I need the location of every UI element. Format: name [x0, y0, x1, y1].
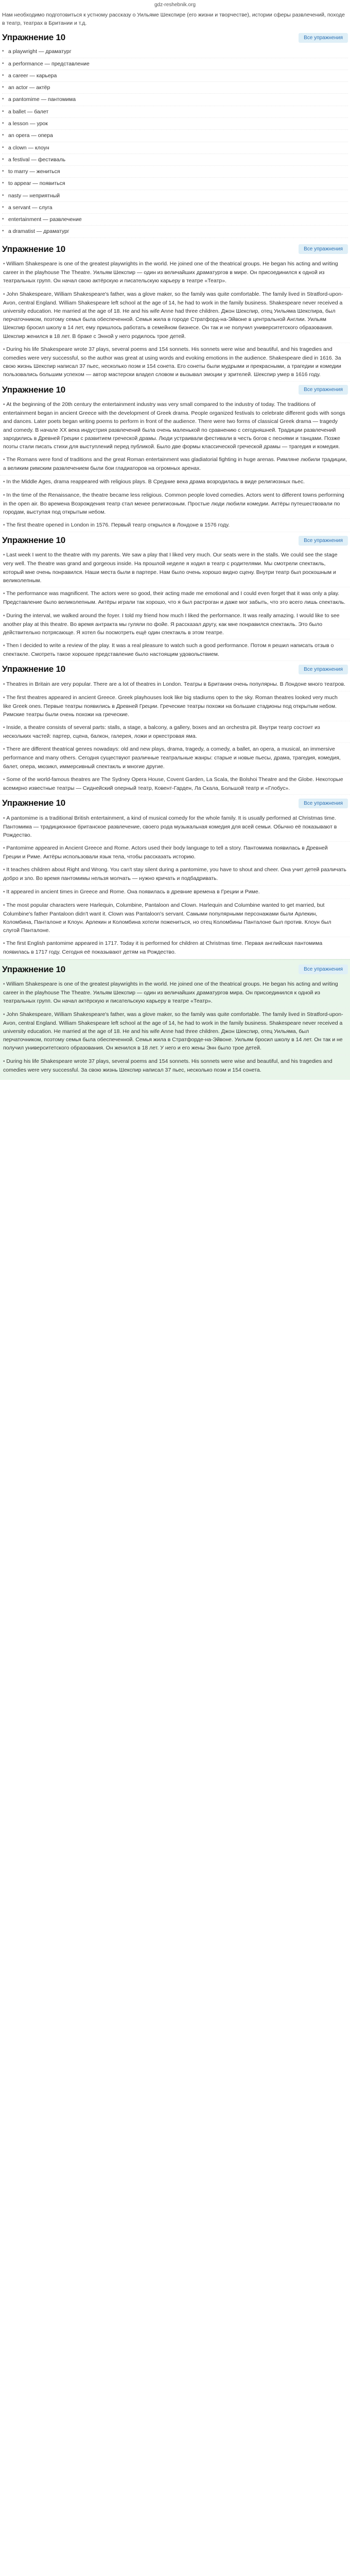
bullet-icon: • — [2, 48, 4, 55]
vocabulary-pair: an opera — опера — [8, 132, 53, 139]
bullet-icon: • — [2, 96, 4, 103]
bullet-icon: • — [3, 1058, 7, 1064]
paragraph — [0, 863, 350, 885]
paragraph — [0, 678, 350, 691]
all-exercises-button[interactable]: Все упражнения — [299, 33, 348, 43]
vocabulary-pair: a festival — фестиваль — [8, 156, 66, 163]
paragraph — [0, 937, 350, 959]
vocabulary-pair: nasty — неприятный — [8, 192, 60, 199]
vocabulary-pair: to appear — появиться — [8, 180, 65, 187]
exercise-section — [0, 241, 350, 382]
bullet-icon: • — [3, 815, 7, 821]
vocabulary-pair: a lesson — урок — [8, 120, 48, 127]
paragraph-text: There are different theatrical genres nowadays: old and new plays, drama, tragedy, a comedy, a ballet, an opera, a musical, an immersive performance and many others. Сегодня существуют различные театральные жанры: старые и новые пьесы, драма, трагедия, комедия, балет, опера, мюзикл, иммерсивный спектакль и многие другие. — [3, 746, 341, 770]
paragraph — [0, 258, 350, 288]
paragraph — [0, 639, 350, 661]
paragraph — [0, 842, 350, 863]
bullet-icon: • — [3, 492, 7, 498]
bullet-icon: • — [2, 84, 4, 91]
paragraph — [0, 343, 350, 382]
exercise-title: Упражнение 10 — [2, 32, 66, 43]
exercise-title: Упражнение 10 — [2, 964, 66, 974]
bullet-icon: • — [3, 725, 7, 731]
exercise-title: Упражнение 10 — [2, 798, 66, 808]
bullet-icon: • — [2, 72, 4, 78]
list-item — [2, 130, 348, 142]
bullet-icon: • — [2, 60, 4, 66]
vocabulary-pair: a performance — представление — [8, 60, 90, 67]
bullet-icon: • — [3, 479, 7, 485]
bullet-icon: • — [3, 889, 7, 895]
exercise-header — [0, 661, 350, 677]
paragraph-text: In the time of the Renaissance, the theatre became less religious. Common people loved comedies. Actors went to different towns performing in the open air. Во времена Возрождения театр стал менее религиозным. Простые люди любили комедии. Актёры путешествовали по городам, выступая под открытым небом. — [3, 492, 344, 515]
bullet-icon: • — [3, 591, 7, 597]
all-exercises-button[interactable]: Все упражнения — [299, 799, 348, 808]
vocabulary-list — [0, 46, 350, 241]
paragraph — [0, 899, 350, 938]
vocabulary-pair: a clown — клоун — [8, 144, 49, 151]
all-exercises-button[interactable]: Все упражнения — [299, 244, 348, 254]
paragraph — [0, 978, 350, 1008]
exercise-section — [0, 532, 350, 661]
bullet-icon: • — [3, 261, 7, 267]
list-item — [2, 46, 348, 58]
bullet-icon: • — [3, 346, 7, 352]
list-item — [2, 118, 348, 130]
all-exercises-button[interactable]: Все упражнения — [299, 665, 348, 674]
list-item — [2, 82, 348, 94]
exercise-title: Упражнение 10 — [2, 384, 66, 395]
list-item — [2, 94, 348, 106]
list-item — [2, 226, 348, 238]
exercise-title: Упражнение 10 — [2, 244, 66, 254]
intro-text: Нам необходимо подготовиться к устному рассказу о Уильяме Шекспире (его жизни и творчестве), истории сферы развлечений, походе в театр, театрах в Британии и т.д. — [2, 11, 345, 26]
bullet-icon: • — [2, 192, 4, 198]
paragraph-text: A pantomime is a traditional British entertainment, a kind of musical comedy for the whole family. It is usually performed at Christmas time. Пантомима — традиционное британское развлечение, своего рода музыкальная комедия для всей семьи. Обычно её показывают в Рождество. — [3, 815, 337, 838]
list-item — [2, 190, 348, 202]
bullet-icon: • — [2, 156, 4, 162]
paragraph — [0, 476, 350, 489]
list-item — [2, 166, 348, 178]
paragraph-text: Theatres in Britain are very popular. There are a lot of theatres in London. Театры в Британии очень популярны. В Лондоне много театров. — [6, 681, 345, 687]
bullet-icon: • — [3, 681, 7, 687]
exercise-section — [0, 29, 350, 241]
bullet-icon: • — [3, 401, 7, 408]
list-item — [2, 70, 348, 82]
bullet-icon: • — [3, 291, 7, 297]
paragraph-text: Some of the world-famous theatres are The Sydney Opera House, Covent Garden, La Scala, the Bolshoi Theatre and the Globe. Некоторые всемирно известные театры — Сиднейский оперный театр, Ковент-Гарден, Ла Скала, Большой театр и «Глобус». — [3, 776, 343, 791]
paragraph-text: During his life Shakespeare wrote 37 plays, several poems and 154 sonnets. His sonnets were wise and beautiful, and his tragedies and comedies were very successful. За свою жизнь Шекспир написал 37 пьес, несколько поэм и 154 сонета. — [3, 1058, 332, 1073]
exercise-header — [0, 532, 350, 549]
bullet-icon: • — [3, 776, 7, 783]
bullet-icon: • — [2, 216, 4, 223]
paragraph — [0, 587, 350, 609]
content — [0, 29, 350, 1080]
bullet-icon: • — [3, 747, 7, 753]
vocabulary-pair: a playwright — драматург — [8, 48, 72, 55]
bullet-icon: • — [3, 643, 7, 649]
paragraph-text: It appeared in ancient times in Greece and Rome. Она появилась в древние времена в Греции и Риме. — [6, 888, 260, 895]
bullet-icon: • — [2, 228, 4, 234]
bullet-icon: • — [3, 981, 7, 988]
exercise-title: Упражнение 10 — [2, 664, 66, 674]
bullet-icon: • — [3, 1011, 7, 1018]
paragraph — [0, 288, 350, 343]
list-item — [2, 178, 348, 190]
vocabulary-pair: entertainment — развлечение — [8, 216, 82, 223]
exercise-header — [0, 795, 350, 811]
paragraph-text: John Shakespeare, William Shakespeare's father, was a glove maker, so the family was quite comfortable. The family lived in Stratford-upon-Avon, central England. William Shakespeare left school at the age of 14, he had to work in the family business. Shakespeare never received a university education. He married at the age of 18. He and his wife Anne had three children. Джон Шекспир, отец Уильяма Шекспира, был перчаточником, поэтому семья была обеспеченной. Семья жила в городе Стратфорд-на-Эйвоне в центральной Англии. Уильям Шекспир бросил школу в 14 лет, ему пришлось работать в семейном бизнесе. Он так и не получил университетского образования. Шекспир женился в 18 лет. В браке с Энной у него родилось трое детей. — [3, 291, 343, 340]
vocabulary-pair: a servant — слуга — [8, 204, 52, 211]
bullet-icon: • — [2, 108, 4, 114]
paragraph-text: During his life Shakespeare wrote 37 plays, several poems and 154 sonnets. His sonnets were wise and beautiful, and his tragedies and comedies were very successful, so the author was great at using words and evoking emotions in the audience. Shakespeare died in 1616. За свою жизнь Шекспир написал 37 пьес, несколько поэм и 154 сонета. Его сонеты были мудрыми и прекрасными, а трагедии и комедии пользовались большим успехом — автор мастерски владел словом и вызывал эмоции у зрителей. Шекспир умер в 1616 году. — [3, 346, 341, 378]
bullet-icon: • — [2, 168, 4, 175]
bullet-icon: • — [3, 613, 7, 619]
exercise-header — [0, 382, 350, 398]
exercise-header — [0, 29, 350, 46]
paragraph — [0, 691, 350, 722]
paragraph-text: The first theatres appeared in ancient Greece. Greek playhouses look like big stadiums open to the sky. Roman theatres looked very much like Greek ones. Первые театры появились в Древней Греции. Греческие театры похожи на большие стадионы под открытым небом. Римские театры были очень похожи на греческие. — [3, 694, 338, 718]
paragraph-text: John Shakespeare, William Shakespeare's father, was a glove maker, so the family was quite comfortable. The family lived in Stratford-upon-Avon, central England. William Shakespeare left school at the age of 14, he had to work in the family business. Shakespeare never received a university education. He married at the age of 18. He and his wife Anne had three children. Джон Шекспир, отец Уильяма, был перчаточником, поэтому семья была обеспеченной. Семья жила в Стратфорде-на-Эйвоне. Уильям бросил школу в 14 лет. Он так и не получил университетского образования. Он женился в 18 лет. У него и его жены Энн было трое детей. — [3, 1011, 343, 1052]
paragraph — [0, 519, 350, 532]
exercise-header — [0, 961, 350, 978]
all-exercises-button[interactable]: Все упражнения — [299, 964, 348, 974]
paragraph-text: During the interval, we walked around the foyer. I told my friend how much I liked the performance. It was really amazing. I would like to see another play at this theatre. Во время антракта мы гуляли по фойе. Я рассказал другу, как мне понравился спектакль. Это было действительно потрясающе. Я хотел бы посмотреть ещё один спектакль в этом театре. — [3, 612, 340, 636]
vocabulary-pair: a dramatist — драматург — [8, 228, 69, 235]
bullet-icon: • — [3, 552, 7, 558]
paragraph-text: William Shakespeare is one of the greatest playwrights in the world. He joined one of the theatrical groups. He began his acting and writing career in the playhouse The Theatre. Уильям Шекспир — один из величайших драматургов мира. Он присоединился к одной из театральных групп. Он начал актёрскую и писательскую карьеру в театре «Театр». — [3, 981, 338, 1005]
all-exercises-button[interactable]: Все упражнения — [299, 536, 348, 546]
paragraph — [0, 1055, 350, 1077]
bullet-icon: • — [2, 120, 4, 126]
paragraph-text: In the Middle Ages, drama reappeared with religious plays. В Средние века драма возродилась в виде религиозных пьес. — [6, 478, 305, 485]
bullet-icon: • — [3, 457, 7, 463]
all-exercises-button[interactable]: Все упражнения — [299, 385, 348, 395]
exercise-header — [0, 241, 350, 258]
exercise-section — [0, 382, 350, 532]
list-item — [2, 142, 348, 154]
paragraph — [0, 489, 350, 519]
list-item — [2, 106, 348, 118]
vocabulary-pair: a ballet — балет — [8, 108, 49, 115]
bullet-icon: • — [3, 867, 7, 873]
bullet-icon: • — [3, 941, 7, 947]
paragraph-text: The first theatre opened in London in 1576. Первый театр открылся в Лондоне в 1576 году. — [6, 522, 230, 529]
paragraph — [0, 743, 350, 773]
bullet-icon: • — [3, 694, 7, 701]
paragraph-text: Then I decided to write a review of the play. It was a real pleasure to watch such a good performance. Потом я решил написать отзыв о спектакле. Смотреть такое хорошее представление было настоящим удовольствием. — [3, 642, 334, 658]
list-item — [2, 214, 348, 226]
paragraph-text: It teaches children about Right and Wrong. You can't stay silent during a pantomime, you have to shout and cheer. Она учит детей различать добро и зло. Во время пантомимы нельзя молчать — нужно кричать и подбадривать. — [3, 867, 346, 882]
bullet-icon: • — [2, 204, 4, 210]
paragraph-text: The Romans were fond of traditions and the great Roman entertainment was gladiatorial fighting in huge arenas. Римляне любили традиции, а великим римским развлечением были бои гладиаторов на огромных аренах. — [3, 456, 347, 472]
paragraph-text: William Shakespeare is one of the greatest playwrights in the world. He joined one of the theatrical groups. He began his acting and writing career in the playhouse The Theatre. Уильям Шекспир — один из величайших драматургов в мире. Он присоединился к одной из театральных групп. Он начал свою актёрскую и писательскую карьеру в театре «Театр». — [3, 260, 338, 284]
paragraph — [0, 453, 350, 475]
paragraph — [0, 609, 350, 640]
paragraph-text: At the beginning of the 20th century the entertainment industry was very small compared to the industry of today. The traditions of entertainment began in ancient Greece with the development of Greek drama. People organized festivals to celebrate different gods with songs and dances. Later poets began writing poems to perform in front of the audience. There were two forms of classical Greek drama — tragedy and comedy. В начале XX века индустрия развлечений была очень маленькой по сравнению с сегодняшней. Традиции развлечений зародились в Древней Греции с развитием греческой драмы. Люди устраивали фестивали в честь богов с песнями и танцами. Позже поэты стали писать стихи для выступлений перед публикой. Было две формы классической греческой драмы — трагедия и комедия. — [3, 401, 345, 450]
bullet-icon: • — [2, 132, 4, 139]
paragraph — [0, 773, 350, 795]
list-item — [2, 154, 348, 166]
paragraph-text: The first English pantomime appeared in 1717. Today it is performed for children at Christmas time. Первая английская пантомима появилась в 1717 году. Сегодня её показывают детям на Рождество. — [3, 940, 323, 956]
paragraph-text: The most popular characters were Harlequin, Columbine, Pantaloon and Clown. Harlequin and Columbine wanted to get married, but Columbine's father Pantaloon didn't want it. Clown was Pantaloon's servant. Самыми популярными персонажами были Арлекин, Коломбина, Панталоне и Клоун. Арлекин и Коломбина хотели пожениться, но отец Коломбины Панталоне был против. Клоун был слугой Панталоне. — [3, 902, 331, 934]
paragraph — [0, 549, 350, 587]
paragraph-text: Last week I went to the theatre with my parents. We saw a play that I liked very much. Our seats were in the stalls. We could see the stage very well. The theatre was grand and gorgeous inside. На прошлой неделе я ходил в театр с родителями. Мы смотрели спектакль, который мне очень понравился. Наши места были в партере. Нам было очень хорошо видно сцену. Внутри театр был роскошным и великолепным. — [3, 552, 338, 584]
site-header: gdz-reshebnik.org — [154, 2, 196, 8]
paragraph-text: Inside, a theatre consists of several parts: stalls, a stage, a balcony, a gallery, boxes and an orchestra pit. Внутри театр состоит из нескольких частей: партер, сцена, балкон, галерея, ложи и оркестровая яма. — [3, 724, 320, 740]
vocabulary-pair: a career — карьера — [8, 72, 57, 79]
vocabulary-pair: to marry — жениться — [8, 168, 60, 175]
exercise-section — [0, 661, 350, 795]
list-item — [2, 202, 348, 214]
bullet-icon: • — [3, 902, 7, 908]
exercise-title: Упражнение 10 — [2, 535, 66, 546]
vocabulary-pair: a pantomime — пантомима — [8, 96, 76, 103]
bullet-icon: • — [2, 180, 4, 187]
paragraph-text: Pantomime appeared in Ancient Greece and Rome. Actors used their body language to tell a story. Пантомима появилась в Древней Греции и Риме. Актёры использовали язык тела, чтобы рассказать историю. — [3, 845, 328, 860]
paragraph-text: The performance was magnificent. The actors were so good, their acting made me emotional and I could even forget that it was only a play. Представление было великолепным. Актёры играли так хорошо, что я был растроган и даже мог забыть, что это всего лишь спектакль. — [3, 590, 346, 606]
exercise-section — [0, 795, 350, 959]
list-item — [2, 58, 348, 70]
paragraph — [0, 398, 350, 453]
paragraph — [0, 812, 350, 842]
paragraph — [0, 886, 350, 899]
bullet-icon: • — [3, 845, 7, 852]
paragraph — [0, 721, 350, 743]
bullet-icon: • — [2, 144, 4, 150]
exercise-section — [0, 959, 350, 1080]
paragraph — [0, 1008, 350, 1055]
vocabulary-pair: an actor — актёр — [8, 84, 50, 91]
bullet-icon: • — [3, 522, 7, 529]
